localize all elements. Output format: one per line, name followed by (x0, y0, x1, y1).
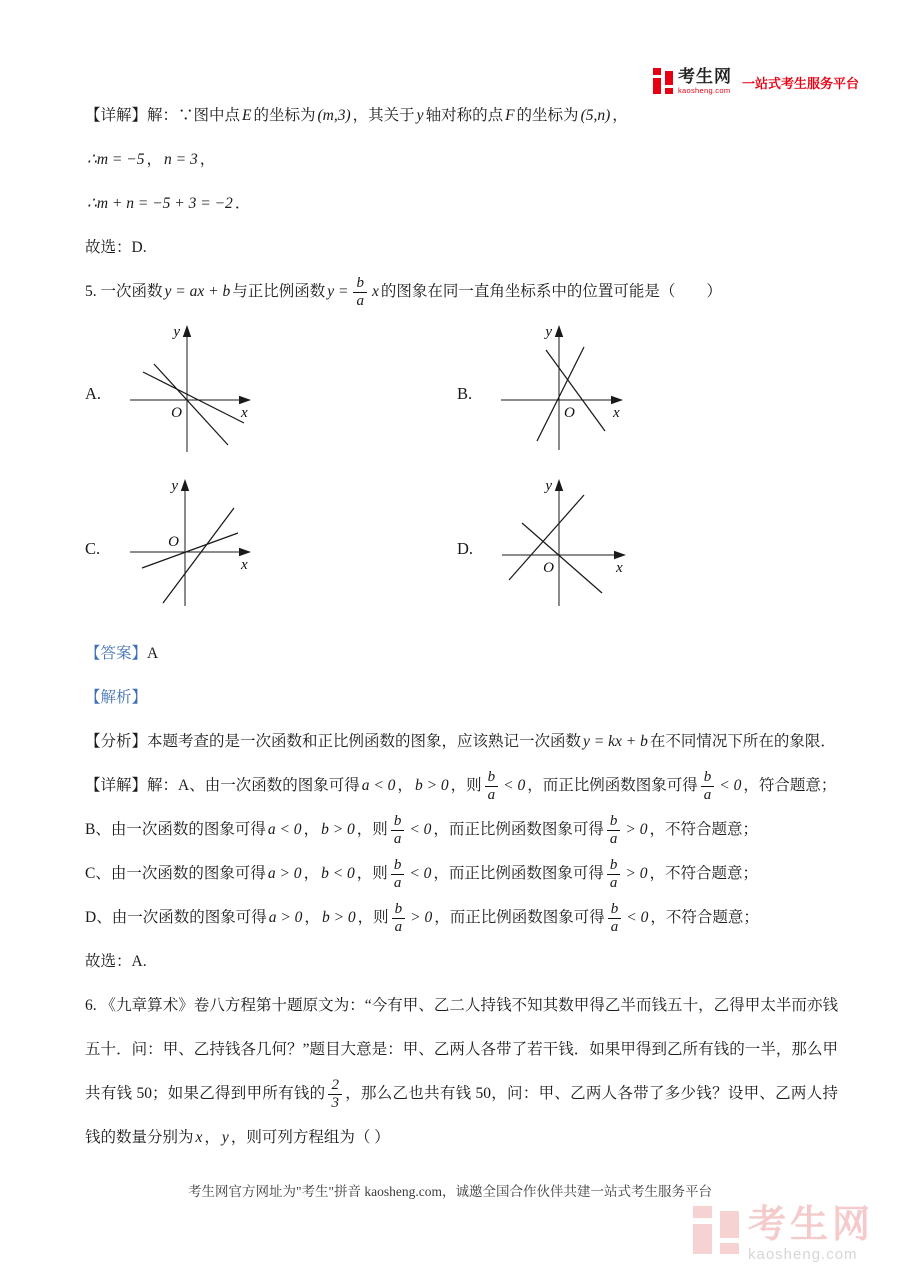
question-5-stem: 5. 一次函数 y = ax + b 与正比例函数 y = $\frac{b}{a}$ x 的图象在同一直角坐标系中的位置可能是（ ） (85, 275, 722, 309)
svg-text:x: x (616, 560, 623, 576)
brand-tagline: 一站式考生服务平台 (742, 75, 860, 91)
svg-text:x: x (241, 405, 248, 421)
kaosheng-logo-icon (653, 68, 673, 94)
detail-q4-line: 【详解】解：∵图中点 E 的坐标为 (m,3) ，其关于 y 轴对称的点 F 的坐标为 (5,n) ， (85, 107, 628, 124)
kaosheng-watermark-icon (693, 1206, 739, 1254)
svg-text:O: O (564, 405, 575, 421)
logo-text (678, 68, 732, 95)
svg-text:O: O (543, 560, 554, 576)
document-body (85, 94, 838, 1160)
option-b-graph (493, 320, 645, 468)
fenxi-paragraph: 【分析】本题考查的是一次函数和正比例函数的图象，应该熟记一次函数 y = kx + b 在不同情况下所在的象限． (85, 733, 836, 750)
page-footer-note: 考生网官方网址为"考生"拼音 kaosheng.com，诚邀全国合作伙伴共建一站式考生服务平台 (187, 1184, 712, 1199)
choose-a-line: 故选：A. (85, 953, 147, 970)
option-a (85, 320, 457, 468)
detail-option-c: C、由一次函数的图象可得 a > 0 ， b < 0 ，则 $\frac{b}{a}$ < 0 ，而正比例函数图象可得 $\frac{b}{a}$ > 0 ，不符合题意； (85, 857, 759, 891)
option-d (457, 474, 838, 624)
option-c-graph (121, 474, 273, 624)
svg-text:x: x (241, 557, 248, 573)
watermark-text (748, 1206, 874, 1263)
option-c (85, 474, 457, 624)
choose-d-line: 故选：D. (85, 239, 147, 256)
brand-name: 考生网 (678, 67, 732, 86)
option-a-label: A. (85, 384, 102, 403)
kaosheng-watermark (693, 1206, 874, 1263)
svg-text:y: y (545, 478, 552, 494)
option-c-label: C. (85, 539, 101, 558)
svg-text:x: x (613, 405, 620, 421)
detail-option-b: B、由一次函数的图象可得 a < 0 ， b > 0 ，则 $\frac{b}{a}$ < 0 ，而正比例函数图象可得 $\frac{b}{a}$ > 0 ，不符合题意； (85, 813, 759, 847)
svg-text:y: y (171, 478, 178, 494)
svg-text:O: O (171, 405, 182, 421)
svg-text:y: y (545, 324, 552, 340)
jiexi-line: 【解析】 (85, 689, 148, 706)
option-a-graph (121, 320, 273, 468)
site-logo (653, 68, 859, 95)
answer-line: 【答案】A (85, 645, 159, 662)
q5-option-graphs (85, 320, 838, 624)
question-6-stem: 6. 《九章算术》卷八方程第十题原文为：“今有甲、乙二人持钱不知其数甲得乙半而钱五十，乙得甲太半而亦钱五十．问：甲、乙持钱各几何？”题目大意是：甲、乙两人各带了若干钱．如果甲得到乙所有钱的一半，那么甲共有钱 50；如果乙得到甲所有钱的 $\frac{2}{3}$ ，那么乙也共有钱 50，问：甲、乙两人各带了多少钱？设甲、乙两人持钱的数量分别为 x ， y ，则可列方程组为（ ） (85, 997, 838, 1146)
svg-text:O: O (168, 534, 179, 550)
step-line-2: ∴m + n = −5 + 3 = −2 ． (87, 195, 251, 212)
step-line-1: ∴m = −5 ， n = 3 ， (87, 151, 216, 168)
brand-domain: kaosheng.com (678, 85, 731, 95)
watermark-domain: kaosheng.com (747, 1246, 858, 1263)
option-d-label: D. (457, 539, 474, 558)
option-b-label: B. (457, 384, 473, 403)
detail-option-a: 【详解】解：A、由一次函数的图象可得 a < 0 ， b > 0 ，则 $\frac{b}{a}$ < 0 ，而正比例函数图象可得 $\frac{b}{a}$ < 0 ，符合题意； (85, 769, 837, 803)
option-b (457, 320, 838, 468)
watermark-brand: 考生网 (747, 1204, 874, 1246)
svg-text:y: y (173, 324, 180, 340)
option-d-graph (493, 474, 645, 624)
detail-option-d: D、由一次函数的图象可得 a > 0 ， b > 0 ，则 $\frac{b}{a}$ > 0 ，而正比例函数图象可得 $\frac{b}{a}$ < 0 ，不符合题意； (85, 901, 759, 935)
